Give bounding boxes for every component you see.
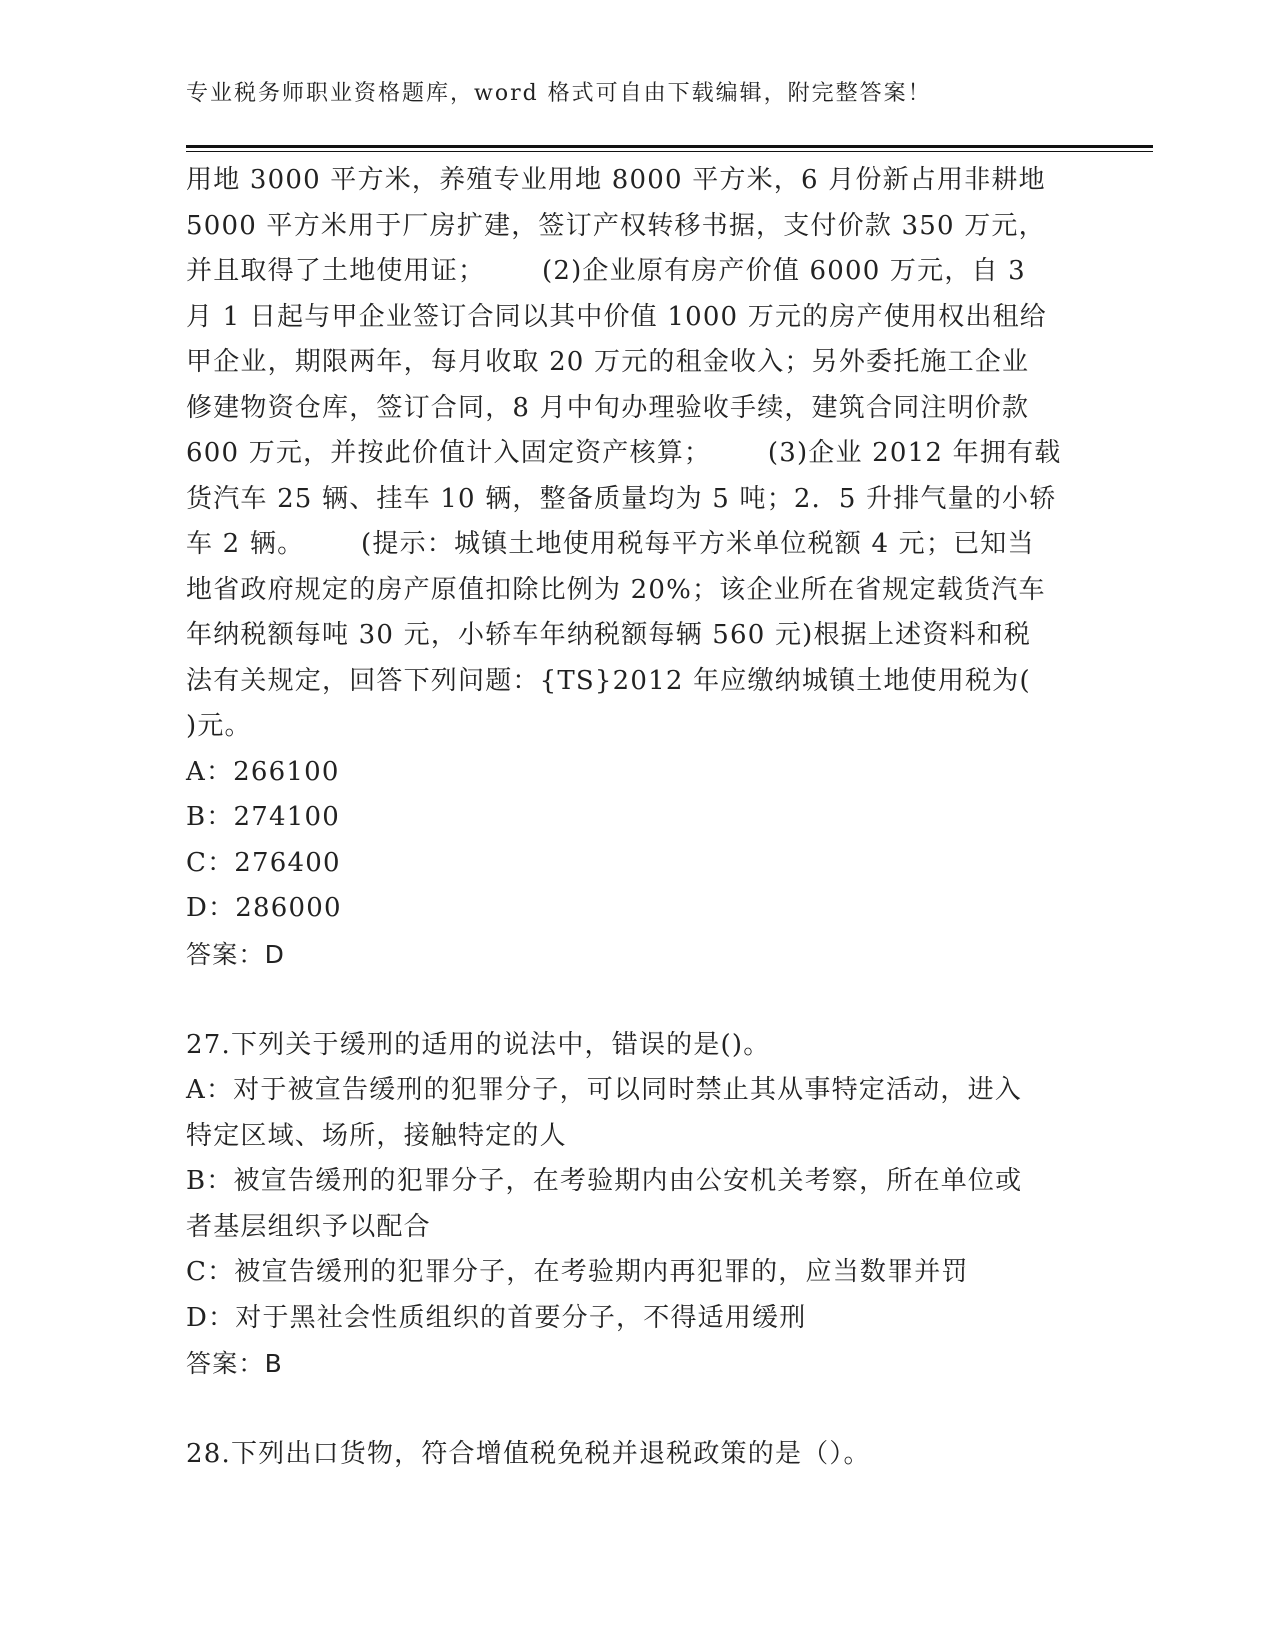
question-27 xyxy=(186,1023,1086,1387)
q26-option-b: B：274100 xyxy=(186,802,340,832)
q26-stem-line: 年纳税额每吨 30 元，小轿车年纳税额每辆 560 元)根据上述资料和税 xyxy=(186,620,1032,650)
q26-stem-line: )元。 xyxy=(186,711,252,741)
q27-option-line: 者基层组织予以配合 xyxy=(186,1211,431,1242)
q26-stem-line: 600 万元，并按此价值计入固定资产核算； (3)企业 2012 年拥有载 xyxy=(186,438,1062,468)
q27-answer: 答案：B xyxy=(186,1349,283,1378)
question-26 xyxy=(186,158,1086,977)
spacer xyxy=(186,1387,1086,1433)
q26-stem-line: 并且取得了土地使用证； (2)企业原有房产价值 6000 万元，自 3 xyxy=(186,256,1026,286)
header-rule-thin xyxy=(186,151,1153,152)
q27-title: 27.下列关于缓刑的适用的说法中，错误的是()。 xyxy=(186,1029,771,1060)
q26-option-d: D：286000 xyxy=(186,893,342,923)
q27-option-line: B：被宣告缓刑的犯罪分子，在考验期内由公安机关考察，所在单位或 xyxy=(186,1166,1023,1196)
q26-stem-line: 货汽车 25 辆、挂车 10 辆，整备质量均为 5 吨；2．5 升排气量的小轿 xyxy=(186,483,1057,514)
page-header: 专业税务师职业资格题库，word 格式可自由下载编辑，附完整答案！ xyxy=(186,81,932,106)
q27-option-line: 特定区域、场所，接触特定的人 xyxy=(186,1120,567,1151)
q26-stem-line: 地省政府规定的房产原值扣除比例为 20%；该企业所在省规定载货汽车 xyxy=(186,574,1046,605)
q28-title: 28.下列出口货物，符合增值税免税并退税政策的是（）。 xyxy=(186,1439,871,1469)
q26-option-c: C：276400 xyxy=(186,847,341,878)
q26-option-a: A：266100 xyxy=(186,756,340,787)
q26-stem-line: 月 1 日起与甲企业签订合同以其中价值 1000 万元的房产使用权出租给 xyxy=(186,301,1047,332)
q26-stem-line: 修建物资仓库，签订合同，8 月中旬办理验收手续，建筑合同注明价款 xyxy=(186,392,1030,423)
q26-stem-line: 法有关规定，回答下列问题：{TS}2012 年应缴纳城镇土地使用税为( xyxy=(186,665,1031,696)
spacer xyxy=(186,977,1086,1023)
q27-option-line: C：被宣告缓刑的犯罪分子，在考验期内再犯罪的，应当数罪并罚 xyxy=(186,1257,969,1287)
q26-stem-line: 甲企业，期限两年，每月收取 20 万元的租金收入；另外委托施工企业 xyxy=(186,347,1030,377)
header-rule-thick xyxy=(186,145,1153,148)
q26-answer: 答案：D xyxy=(186,939,286,969)
q26-stem-line: 5000 平方米用于厂房扩建，签订产权转移书据，支付价款 350 万元， xyxy=(186,210,1046,241)
q27-option-line: D：对于黑社会性质组织的首要分子，不得适用缓刑 xyxy=(186,1302,807,1333)
q26-stem-line: 车 2 辆。 (提示：城镇土地使用税每平方米单位税额 4 元；已知当 xyxy=(186,529,1035,559)
document-body xyxy=(186,158,1086,1478)
question-28 xyxy=(186,1432,1086,1478)
q27-option-line: A：对于被宣告缓刑的犯罪分子，可以同时禁止其从事特定活动，进入 xyxy=(186,1075,1022,1105)
q26-stem-line: 用地 3000 平方米，养殖专业用地 8000 平方米，6 月份新占用非耕地 xyxy=(186,165,1046,195)
